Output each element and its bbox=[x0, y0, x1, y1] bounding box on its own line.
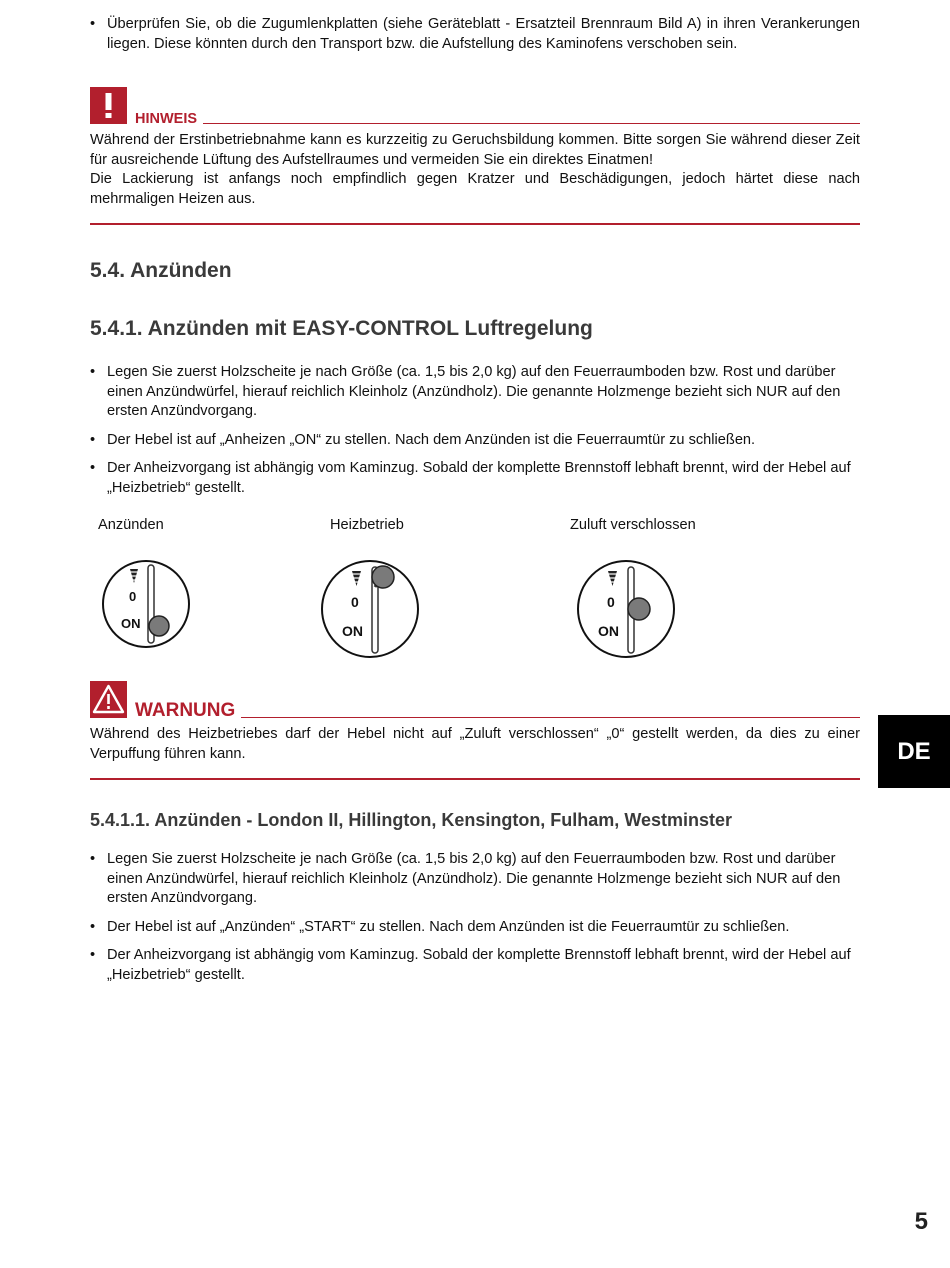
section-heading-5-4-1-1: 5.4.1.1. Anzünden - London II, Hillington, Kensington, Fulham, Westminster bbox=[90, 810, 733, 830]
warnung-rule bbox=[135, 717, 860, 718]
list-item: • Der Hebel ist auf „Anzünden“ „START“ zu stellen. Nach dem Anzünden ist die Feuerraumtür zu schließen. bbox=[90, 918, 860, 938]
diagram-label: Heizbetrieb bbox=[330, 517, 404, 533]
hinweis-paragraph-1: Während der Erstinbetriebnahme kann es kurzzeitig zu Geruchsbildung kommen. Bitte sorgen Sie während dieser Zeit für ausreichende Lüftung des Aufstellraumes und vermeiden Sie ein direktes Einatmen! bbox=[90, 132, 860, 168]
page-number: 5 bbox=[914, 1208, 928, 1235]
lever-diagram-icon bbox=[576, 559, 676, 659]
hinweis-notice bbox=[90, 87, 860, 225]
warnung-title: WARNUNG bbox=[135, 701, 241, 721]
intro-bullets bbox=[90, 15, 860, 63]
language-tab: DE bbox=[878, 715, 950, 788]
section-5-4-1-bullets bbox=[90, 363, 860, 507]
lever-diagram-heizbetrieb bbox=[320, 517, 460, 662]
hinweis-bottom-rule bbox=[90, 223, 860, 225]
list-item: • Der Hebel ist auf „Anheizen „ON“ zu stellen. Nach dem Anzünden ist die Feuerraumtür zu schließen. bbox=[90, 431, 860, 451]
list-item: • Der Anheizvorgang ist abhängig vom Kaminzug. Sobald der komplette Brennstoff lebhaft brennt, wird der Hebel auf „Heizbetrieb“ gestellt. bbox=[90, 946, 860, 985]
warning-triangle-icon bbox=[90, 681, 127, 718]
section-heading-5-4-1: 5.4.1. Anzünden mit EASY-CONTROL Luftregelung bbox=[90, 317, 593, 340]
lever-mark-on: ON bbox=[598, 623, 619, 639]
list-item: • Überprüfen Sie, ob die Zugumlenkplatten (siehe Geräteblatt - Ersatzteil Brennraum Bild A) in ihren Verankerungen liegen. Diese könnten durch den Transport bzw. die Aufstellung des Kaminofens verschoben sein. bbox=[90, 15, 860, 54]
warnung-bottom-rule bbox=[90, 778, 860, 780]
hinweis-paragraph-2: Die Lackierung ist anfangs noch empfindlich gegen Kratzer und Beschädigungen, jedoch härtet diese nach mehrmaligen Heizen aus. bbox=[90, 171, 860, 207]
lever-diagram-zuluft-verschlossen bbox=[570, 517, 730, 662]
lever-diagram-icon bbox=[320, 559, 420, 659]
diagram-label: Zuluft verschlossen bbox=[570, 517, 696, 533]
lever-mark-on: ON bbox=[121, 616, 141, 631]
diagram-label: Anzünden bbox=[98, 517, 164, 533]
list-item: • Der Anheizvorgang ist abhängig vom Kaminzug. Sobald der komplette Brennstoff lebhaft brennt, wird der Hebel auf „Heizbetrieb“ gestellt. bbox=[90, 459, 860, 498]
lever-mark-zero: 0 bbox=[607, 594, 615, 610]
hinweis-text bbox=[90, 131, 860, 209]
warnung-notice bbox=[90, 681, 860, 780]
section-5-4-1-1-bullets bbox=[90, 850, 860, 994]
hinweis-title: HINWEIS bbox=[135, 111, 203, 127]
lever-mark-zero: 0 bbox=[129, 589, 137, 604]
hinweis-rule bbox=[135, 123, 860, 124]
lever-mark-zero: 0 bbox=[351, 594, 359, 610]
exclamation-icon bbox=[90, 87, 127, 124]
list-item: • Legen Sie zuerst Holzscheite je nach Größe (ca. 1,5 bis 2,0 kg) auf den Feuerraumboden bzw. Rost und darüber einen Anzündwürfel, hierauf reichlich Kleinholz (Anzündholz). Die genannte Holzmenge bezieht sich NUR auf den ersten Anzündvorgang. bbox=[90, 850, 860, 909]
warnung-text: Während des Heizbetriebes darf der Hebel nicht auf „Zuluft verschlossen“ „0“ gestellt werden, da dies zu einer Verpuffung führen kann. bbox=[90, 726, 860, 762]
lever-mark-on: ON bbox=[342, 623, 363, 639]
section-heading-5-4: 5.4. Anzünden bbox=[90, 259, 232, 282]
lever-diagram-anzuenden bbox=[98, 517, 238, 652]
lever-diagram-icon bbox=[101, 559, 191, 649]
list-item: • Legen Sie zuerst Holzscheite je nach Größe (ca. 1,5 bis 2,0 kg) auf den Feuerraumboden bzw. Rost und darüber einen Anzündwürfel, hierauf reichlich Kleinholz (Anzündholz). Die genannte Holzmenge bezieht sich NUR auf den ersten Anzündvorgang. bbox=[90, 363, 860, 422]
